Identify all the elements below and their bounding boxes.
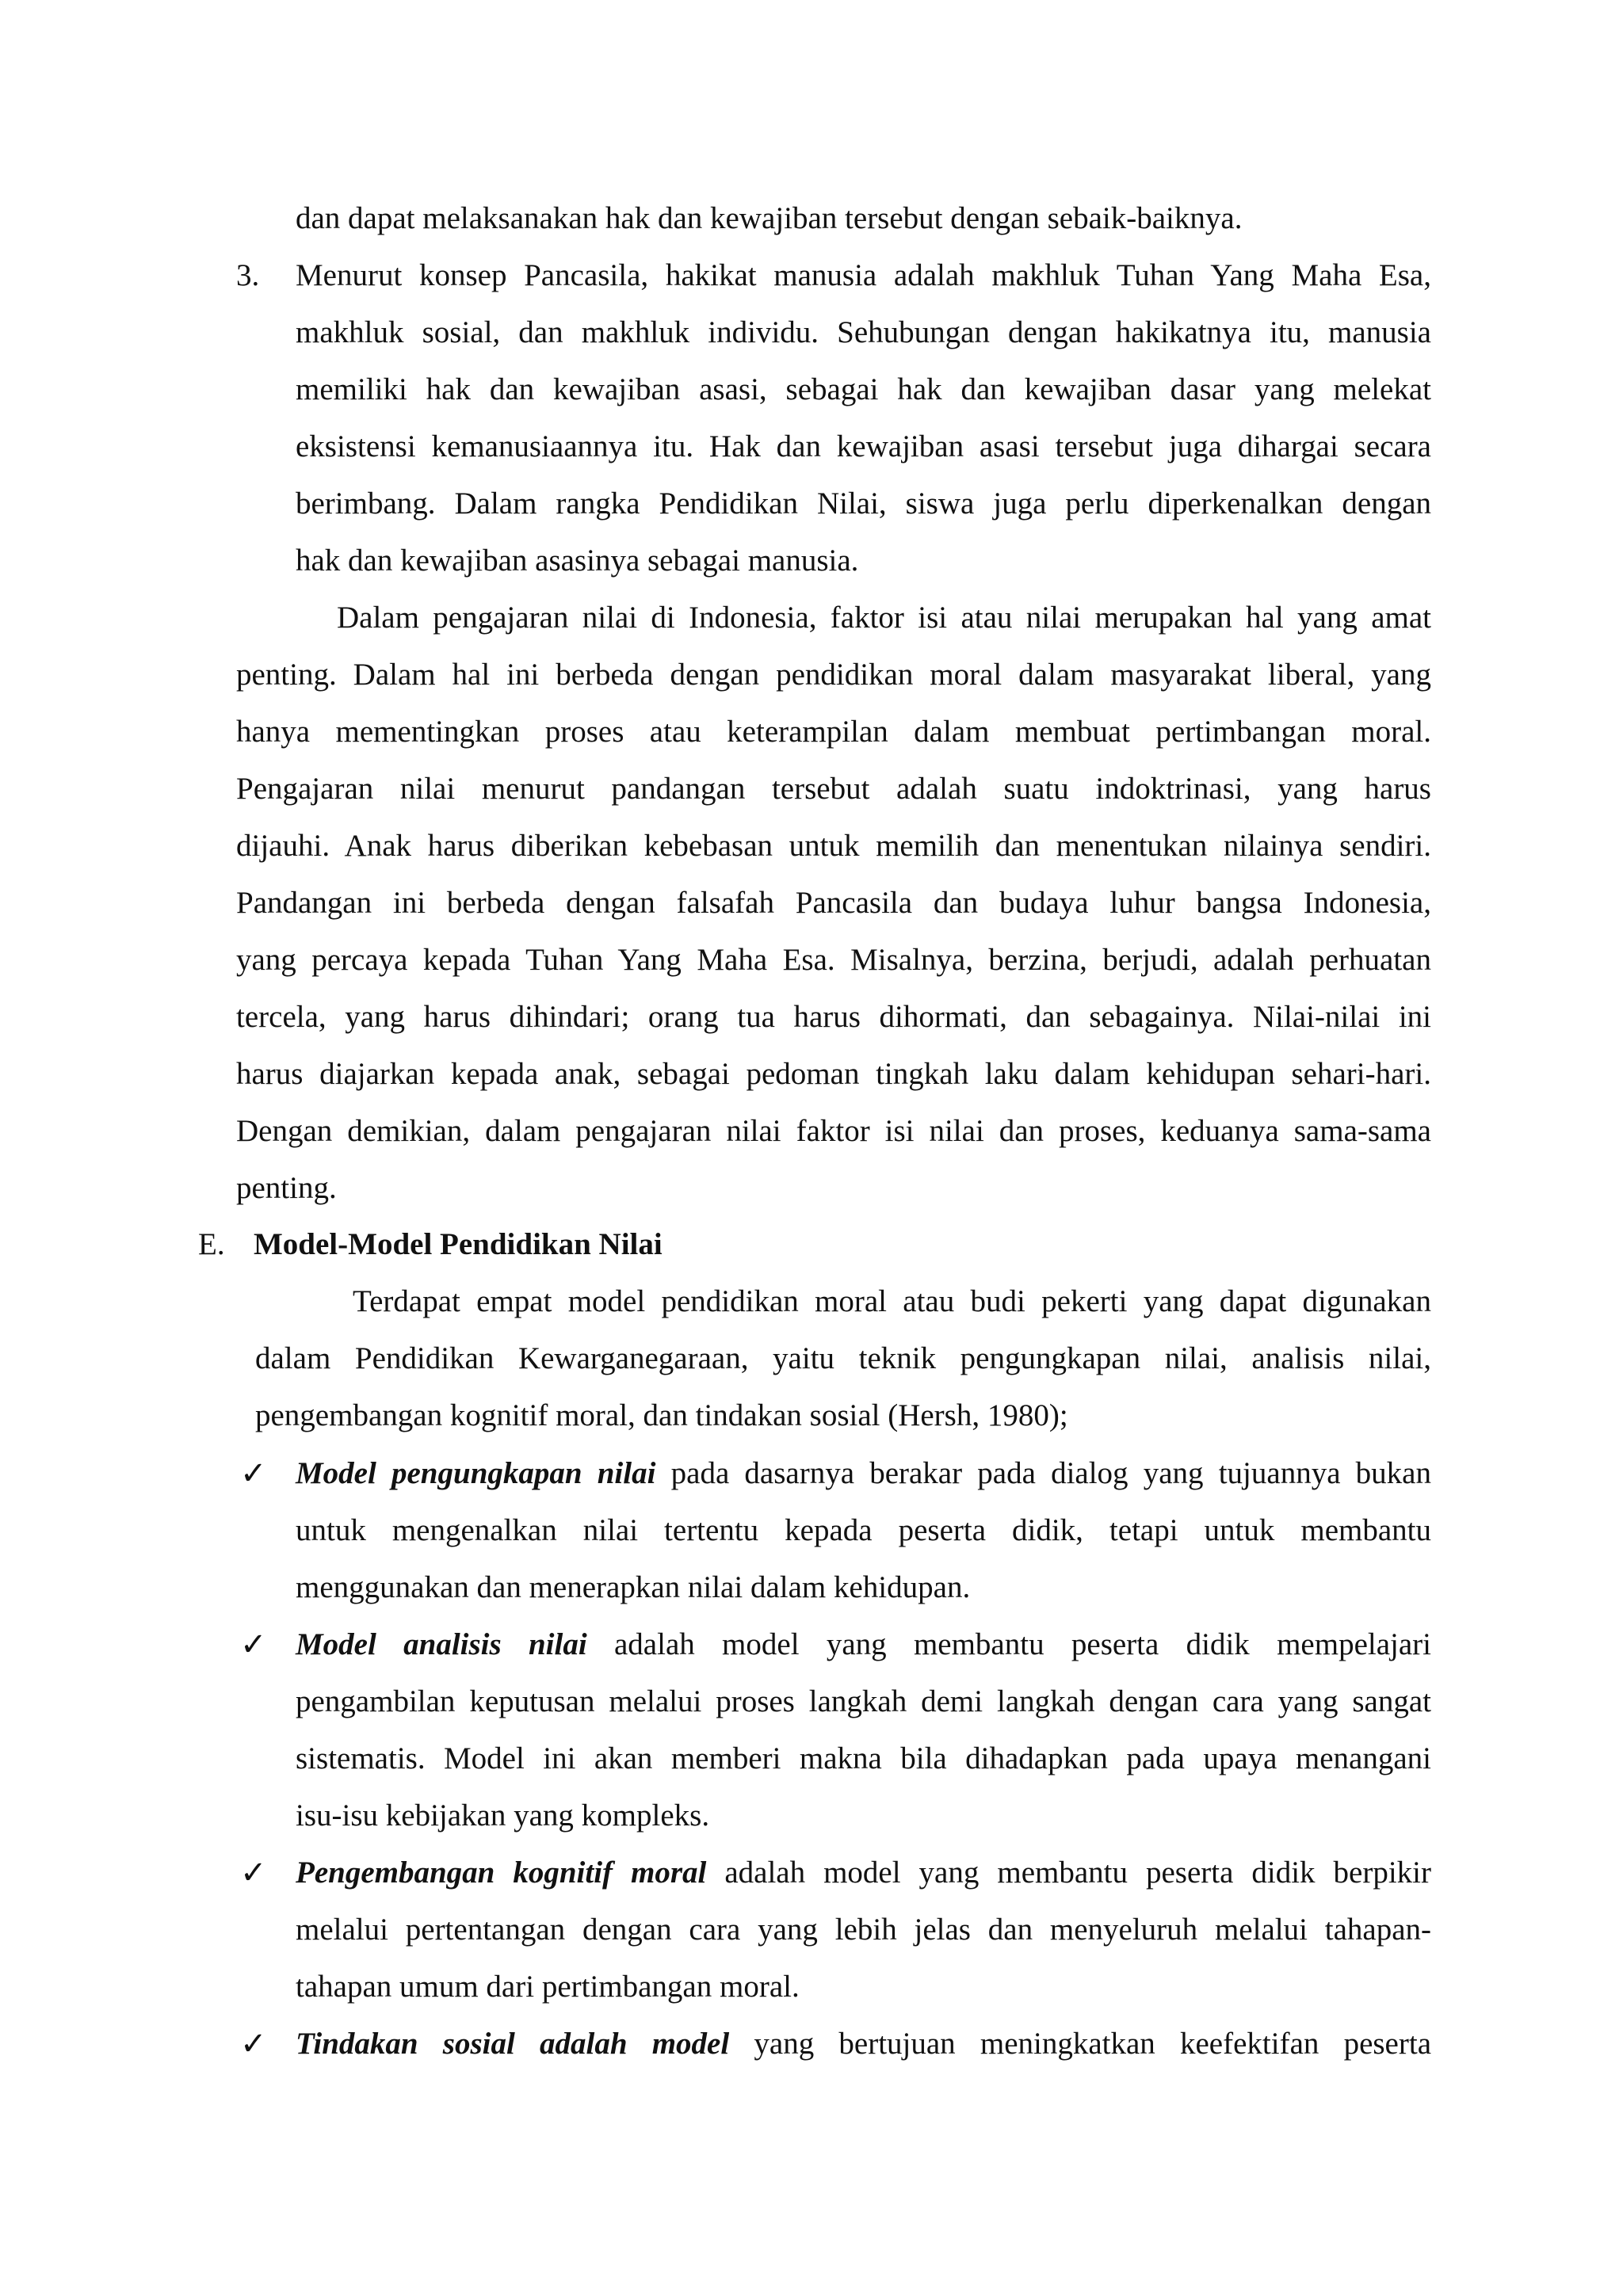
para1-line-8: tercela, yang harus dihindari; orang tua harus dihormati, dan sebagainya. Nilai-nilai ini — [236, 1000, 1431, 1034]
para1-line-11: penting. — [236, 1171, 337, 1205]
item3-line-4: eksistensi kemanusiaannya itu. Hak dan kewajiban asasi tersebut juga dihargai secara — [296, 429, 1431, 463]
section-title-text: Model-Model Pendidikan Nilai — [254, 1227, 663, 1261]
para1-line-3: hanya mementingkan proses atau keterampilan dalam membuat pertimbangan moral. — [236, 715, 1431, 749]
bullet2-term: Model analisis nilai — [296, 1627, 587, 1661]
bullet1-rest: pada dasarnya berakar pada dialog yang tujuannya bukan — [655, 1456, 1431, 1490]
bullet2-line-3: sistematis. Model ini akan memberi makna bila dihadapkan pada upaya menangani — [296, 1741, 1431, 1775]
bullet4-term: Tindakan sosial adalah model — [296, 2027, 730, 2061]
para2-line-1: Terdapat empat model pendidikan moral atau budi pekerti yang dapat digunakan — [353, 1284, 1431, 1318]
item3-line-3: memiliki hak dan kewajiban asasi, sebagai hak dan kewajiban dasar yang melekat — [296, 372, 1431, 406]
bullet2-rest: adalah model yang membantu peserta didik mempelajari — [586, 1627, 1431, 1661]
bullet3-line-1 — [296, 1844, 1431, 1901]
item3-line-5: berimbang. Dalam rangka Pendidikan Nilai, siswa juga perlu diperkenalkan dengan — [296, 486, 1431, 521]
bullet4-line-1 — [296, 2016, 1431, 2073]
checkmark-icon: ✓ — [240, 1855, 267, 1891]
item3-line-6: hak dan kewajiban asasinya sebagai manusia. — [296, 543, 859, 578]
bullet2-line-1 — [296, 1616, 1431, 1673]
bullet3-line-2: melalui pertentangan dengan cara yang lebih jelas dan menyeluruh melalui tahapan- — [296, 1913, 1431, 1947]
bullet1-line-3: menggunakan dan menerapkan nilai dalam kehidupan. — [296, 1570, 971, 1604]
checkmark-icon: ✓ — [240, 2026, 267, 2062]
para1-line-4: Pengajaran nilai menurut pandangan tersebut adalah suatu indoktrinasi, yang harus — [236, 772, 1431, 806]
para1-line-2: penting. Dalam hal ini berbeda dengan pendidikan moral dalam masyarakat liberal, yang — [236, 658, 1431, 692]
checkmark-icon: ✓ — [240, 1455, 267, 1492]
checkmark-icon: ✓ — [240, 1627, 267, 1663]
para1-line-9: harus diajarkan kepada anak, sebagai pedoman tingkah laku dalam kehidupan sehari-hari. — [236, 1057, 1431, 1091]
section-letter: E. — [198, 1227, 225, 1261]
bullet1-line-1 — [296, 1445, 1431, 1502]
para1-line-10: Dengan demikian, dalam pengajaran nilai faktor isi nilai dan proses, keduanya sama-sama — [236, 1114, 1431, 1148]
bullet3-line-3: tahapan umum dari pertimbangan moral. — [296, 1970, 800, 2004]
bullet2-line-2: pengambilan keputusan melalui proses langkah demi langkah dengan cara yang sangat — [296, 1684, 1431, 1718]
bullet1-line-2: untuk mengenalkan nilai tertentu kepada peserta didik, tetapi untuk membantu — [296, 1513, 1431, 1547]
bullet2-line-4: isu-isu kebijakan yang kompleks. — [296, 1798, 710, 1833]
para2-line-2: dalam Pendidikan Kewarganegaraan, yaitu teknik pengungkapan nilai, analisis nilai, — [255, 1341, 1431, 1375]
bullet1-term: Model pengungkapan nilai — [296, 1456, 656, 1490]
list-number-3: 3. — [236, 258, 260, 292]
list-continuation-line: dan dapat melaksanakan hak dan kewajiban tersebut dengan sebaik-baiknya. — [296, 201, 1243, 235]
item3-line-1: Menurut konsep Pancasila, hakikat manusia adalah makhluk Tuhan Yang Maha Esa, — [296, 258, 1431, 292]
bullet4-rest: yang bertujuan meningkatkan keefektifan peserta — [729, 2027, 1432, 2061]
bullet3-rest: adalah model yang membantu peserta didik berpikir — [706, 1855, 1431, 1890]
para1-line-6: Pandangan ini berbeda dengan falsafah Pancasila dan budaya luhur bangsa Indonesia, — [236, 886, 1431, 920]
section-title — [254, 1216, 663, 1273]
para1-line-5: dijauhi. Anak harus diberikan kebebasan untuk memilih dan menentukan nilainya sendiri. — [236, 829, 1431, 863]
para1-line-7: yang percaya kepada Tuhan Yang Maha Esa. Misalnya, berzina, berjudi, adalah perhuatan — [236, 943, 1431, 977]
para2-line-3: pengembangan kognitif moral, dan tindakan sosial (Hersh, 1980); — [255, 1398, 1068, 1432]
bullet3-term: Pengembangan kognitif moral — [296, 1855, 707, 1890]
item3-line-2: makhluk sosial, dan makhluk individu. Sehubungan dengan hakikatnya itu, manusia — [296, 315, 1431, 349]
para1-line-1: Dalam pengajaran nilai di Indonesia, faktor isi atau nilai merupakan hal yang amat — [337, 601, 1431, 635]
